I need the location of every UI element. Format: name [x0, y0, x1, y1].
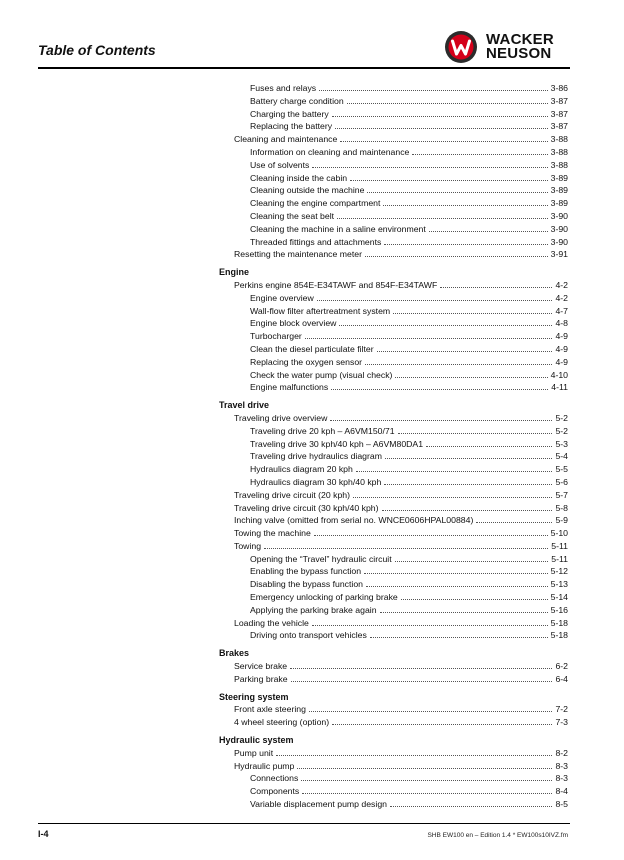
toc-entry-page: 8-3 — [555, 760, 568, 771]
dot-leader — [398, 433, 553, 434]
toc-entry[interactable] — [219, 463, 568, 476]
dot-leader — [370, 637, 548, 638]
dot-leader — [312, 167, 547, 168]
toc-entry-page: 4-2 — [555, 279, 568, 290]
toc-entry-page: 3-88 — [550, 159, 568, 170]
toc-entry-page: 3-87 — [550, 95, 568, 106]
toc-entry-title: Wall-flow filter aftertreatment system — [250, 305, 391, 316]
toc-entry-page: 3-88 — [550, 134, 568, 145]
toc-entry-title: Clean the diesel particulate filter — [250, 343, 374, 354]
document-info: SHB EW100 en – Edition 1.4 * EW100s10IVZ.fm — [427, 832, 568, 839]
toc-entry[interactable] — [219, 381, 568, 394]
toc-entry-page: 3-89 — [550, 172, 568, 183]
toc-entry-page: 4-7 — [555, 305, 568, 316]
toc-entry-page: 5-2 — [555, 412, 568, 423]
toc-entry[interactable] — [219, 565, 568, 578]
toc-entry-page: 8-5 — [555, 799, 568, 810]
toc-entry-page: 5-8 — [555, 502, 568, 513]
toc-entry[interactable] — [219, 438, 568, 451]
toc-entry-title: Perkins engine 854E-E34TAWF and 854F-E34TAWF — [234, 279, 438, 290]
toc-entry-title: Cleaning inside the cabin — [250, 172, 348, 183]
toc-entry-page: 8-3 — [555, 773, 568, 784]
dot-leader — [365, 256, 548, 257]
toc-entry[interactable] — [219, 502, 568, 515]
table-of-contents — [219, 82, 568, 811]
dot-leader — [317, 300, 553, 301]
toc-entry-page: 5-18 — [550, 617, 568, 628]
toc-entry-page: 4-9 — [555, 343, 568, 354]
dot-leader — [429, 231, 548, 232]
dot-leader — [312, 625, 548, 626]
toc-entry[interactable] — [219, 223, 568, 236]
toc-entry[interactable] — [219, 210, 568, 223]
toc-entry-title: Variable displacement pump design — [250, 799, 387, 810]
toc-entry-page: 4-9 — [555, 356, 568, 367]
toc-entry-title: Resetting the maintenance meter — [234, 249, 362, 260]
dot-leader — [347, 103, 548, 104]
toc-entry-title: Fuses and relays — [250, 83, 317, 93]
toc-entry-page: 5-6 — [555, 476, 568, 487]
dot-leader — [356, 471, 553, 472]
toc-entry[interactable] — [219, 356, 568, 369]
toc-entry-page: 4-2 — [555, 292, 568, 303]
dot-leader — [476, 522, 552, 523]
toc-entry[interactable] — [219, 617, 568, 630]
toc-entry-page: 5-2 — [555, 425, 568, 436]
toc-entry-title: Towing the machine — [234, 528, 311, 539]
dot-leader — [319, 90, 547, 91]
toc-entry-page: 3-87 — [550, 108, 568, 119]
toc-entry[interactable] — [219, 197, 568, 210]
dot-leader — [302, 793, 552, 794]
toc-entry-title: Front axle steering — [234, 704, 306, 715]
dot-leader — [385, 458, 552, 459]
toc-entry[interactable] — [219, 159, 568, 172]
toc-entry[interactable] — [219, 553, 568, 566]
dot-leader — [393, 313, 552, 314]
toc-entry-title: Traveling drive hydraulics diagram — [250, 451, 382, 462]
toc-entry-page: 8-2 — [555, 747, 568, 758]
toc-entry[interactable] — [219, 514, 568, 527]
dot-leader — [264, 548, 548, 549]
toc-entry-page: 5-18 — [550, 630, 568, 641]
toc-entry[interactable] — [219, 716, 568, 729]
dot-leader — [297, 768, 552, 769]
toc-entry[interactable] — [219, 292, 568, 305]
toc-entry[interactable] — [219, 591, 568, 604]
toc-entry[interactable] — [219, 369, 568, 382]
toc-section-heading: Brakes — [219, 648, 250, 659]
toc-entry[interactable] — [219, 450, 568, 463]
toc-entry-page: 5-14 — [550, 592, 568, 603]
toc-entry[interactable] — [219, 785, 568, 798]
dot-leader — [395, 377, 547, 378]
toc-entry[interactable] — [219, 248, 568, 261]
toc-entry-title: Traveling drive circuit (30 kph/40 kph) — [234, 502, 379, 513]
toc-entry[interactable] — [219, 489, 568, 502]
toc-entry[interactable] — [219, 305, 568, 318]
dot-leader — [290, 668, 552, 669]
dot-leader — [384, 244, 547, 245]
toc-section-heading: Travel drive — [219, 400, 270, 411]
toc-entry-title: Replacing the battery — [250, 121, 333, 132]
toc-entry-title: Emergency unlocking of parking brake — [250, 592, 398, 603]
toc-entry-title: Components — [250, 786, 300, 797]
dot-leader — [330, 420, 552, 421]
toc-entry-page: 5-12 — [550, 566, 568, 577]
dot-leader — [365, 364, 552, 365]
toc-entry-title: Opening the “Travel” hydraulic circuit — [250, 553, 392, 564]
dot-leader — [384, 484, 552, 485]
dot-leader — [337, 218, 548, 219]
dot-leader — [314, 535, 548, 536]
toc-entry[interactable] — [219, 476, 568, 489]
toc-entry-title: Cleaning the seat belt — [250, 210, 335, 221]
dot-leader — [401, 599, 548, 600]
dot-leader — [309, 711, 552, 712]
dot-leader — [440, 287, 552, 288]
toc-entry-page: 5-5 — [555, 464, 568, 475]
toc-entry-page: 5-16 — [550, 604, 568, 615]
toc-entry-page: 3-86 — [550, 83, 568, 93]
toc-entry-title: Hydraulics diagram 30 kph/40 kph — [250, 476, 382, 487]
toc-entry[interactable] — [219, 540, 568, 553]
toc-entry[interactable] — [219, 343, 568, 356]
toc-entry-page: 3-91 — [550, 249, 568, 260]
toc-entry-page: 4-8 — [555, 318, 568, 329]
dot-leader — [367, 192, 547, 193]
toc-entry-title: Traveling drive 20 kph – A6VM150/71 — [250, 425, 395, 436]
toc-entry[interactable] — [219, 184, 568, 197]
toc-entry[interactable] — [219, 108, 568, 121]
toc-entry[interactable] — [219, 82, 568, 95]
toc-entry[interactable] — [219, 660, 568, 673]
dot-leader — [412, 154, 547, 155]
toc-entry-title: Parking brake — [234, 673, 288, 684]
toc-entry-page: 5-9 — [555, 515, 568, 526]
toc-section-heading: Steering system — [219, 691, 289, 702]
toc-entry[interactable] — [219, 527, 568, 540]
page-title: Table of Contents — [38, 42, 156, 58]
toc-entry-title: Information on cleaning and maintenance — [250, 146, 410, 157]
toc-entry[interactable] — [219, 236, 568, 249]
dot-leader — [291, 681, 553, 682]
toc-entry-page: 5-3 — [555, 438, 568, 449]
dot-leader — [276, 755, 552, 756]
toc-entry-page: 4-9 — [555, 331, 568, 342]
dot-leader — [332, 724, 552, 725]
dot-leader — [380, 612, 548, 613]
toc-entry[interactable] — [219, 172, 568, 185]
toc-entry-title: Loading the vehicle — [234, 617, 309, 628]
dot-leader — [339, 325, 552, 326]
toc-entry[interactable] — [219, 95, 568, 108]
toc-entry-page: 7-3 — [555, 717, 568, 728]
dot-leader — [364, 573, 548, 574]
toc-entry-title: Engine overview — [250, 292, 314, 303]
dot-leader — [426, 446, 552, 447]
toc-entry-title: Applying the parking brake again — [250, 604, 377, 615]
toc-entry-title: Cleaning and maintenance — [234, 134, 338, 145]
brand-logo — [444, 30, 554, 64]
toc-entry-title: Connections — [250, 773, 299, 784]
dot-leader — [377, 351, 553, 352]
toc-entry-title: Charging the battery — [250, 108, 329, 119]
logo-line-1: WACKER — [486, 31, 554, 48]
dot-leader — [335, 128, 548, 129]
toc-entry-title: Driving onto transport vehicles — [250, 630, 367, 641]
page-number: I-4 — [38, 829, 49, 839]
toc-entry-page: 3-90 — [550, 236, 568, 247]
toc-entry-page: 5-4 — [555, 451, 568, 462]
footer-rule — [38, 823, 570, 824]
toc-entry-page: 5-7 — [555, 489, 568, 500]
toc-entry-page: 7-2 — [555, 704, 568, 715]
header-rule — [38, 67, 570, 69]
toc-entry-title: Inching valve (omitted from serial no. WNCE0606HPAL00884) — [234, 515, 474, 526]
toc-entry-page: 8-4 — [555, 786, 568, 797]
toc-entry-title: Replacing the oxygen sensor — [250, 356, 363, 367]
toc-entry-title: Cleaning the engine compartment — [250, 198, 381, 209]
toc-entry[interactable] — [219, 798, 568, 811]
toc-entry[interactable] — [219, 133, 568, 146]
dot-leader — [390, 806, 552, 807]
toc-entry[interactable] — [219, 760, 568, 773]
toc-entry-page: 6-4 — [555, 673, 568, 684]
toc-entry-title: Cleaning outside the machine — [250, 185, 365, 196]
toc-entry-page: 6-2 — [555, 661, 568, 672]
wacker-neuson-logo-icon — [444, 30, 478, 64]
toc-entry-title: Enabling the bypass function — [250, 566, 362, 577]
toc-entry-page: 5-13 — [550, 579, 568, 590]
toc-entry[interactable] — [219, 330, 568, 343]
toc-entry-page: 4-10 — [550, 369, 568, 380]
toc-entry[interactable] — [219, 604, 568, 617]
toc-entry-title: Battery charge condition — [250, 95, 344, 106]
dot-leader — [332, 116, 548, 117]
toc-entry[interactable] — [219, 317, 568, 330]
toc-entry-title: 4 wheel steering (option) — [234, 717, 330, 728]
toc-entry[interactable] — [219, 629, 568, 642]
toc-entry-page: 3-89 — [550, 198, 568, 209]
toc-entry-title: Engine malfunctions — [250, 382, 329, 393]
toc-entry[interactable] — [219, 120, 568, 133]
dot-leader — [331, 389, 548, 390]
toc-entry-page: 3-89 — [550, 185, 568, 196]
toc-section-heading: Hydraulic system — [219, 735, 294, 746]
toc-entry-title: Hydraulic pump — [234, 760, 295, 771]
toc-entry[interactable] — [219, 703, 568, 716]
logo-line-2: NEUSON — [486, 45, 552, 62]
toc-entry[interactable] — [219, 279, 568, 292]
toc-entry-title: Cleaning the machine in a saline environment — [250, 223, 426, 234]
toc-entry-title: Traveling drive overview — [234, 412, 328, 423]
dot-leader — [340, 141, 547, 142]
toc-entry-page: 5-11 — [551, 553, 568, 564]
toc-entry-title: Traveling drive circuit (20 kph) — [234, 489, 351, 500]
toc-entry-title: Engine block overview — [250, 318, 337, 329]
toc-entry[interactable] — [219, 772, 568, 785]
toc-entry-title: Disabling the bypass function — [250, 579, 364, 590]
toc-entry[interactable] — [219, 425, 568, 438]
toc-entry-page: 5-10 — [550, 528, 568, 539]
toc-entry-page: 5-11 — [551, 540, 568, 551]
dot-leader — [395, 561, 549, 562]
toc-entry[interactable] — [219, 673, 568, 686]
toc-entry-title: Pump unit — [234, 747, 274, 758]
toc-entry-page: 4-11 — [551, 382, 568, 393]
dot-leader — [353, 497, 552, 498]
dot-leader — [305, 338, 553, 339]
toc-entry-page: 3-87 — [550, 121, 568, 132]
toc-entry[interactable] — [219, 578, 568, 591]
dot-leader — [382, 510, 553, 511]
toc-entry-title: Threaded fittings and attachments — [250, 236, 382, 247]
toc-entry-title: Traveling drive 30 kph/40 kph – A6VM80DA1 — [250, 438, 424, 449]
toc-entry-page: 3-88 — [550, 146, 568, 157]
dot-leader — [350, 180, 548, 181]
toc-entry[interactable] — [219, 747, 568, 760]
toc-entry-title: Towing — [234, 540, 262, 551]
toc-entry-title: Check the water pump (visual check) — [250, 369, 393, 380]
toc-entry[interactable] — [219, 412, 568, 425]
toc-entry-page: 3-90 — [550, 223, 568, 234]
toc-entry-title: Service brake — [234, 661, 288, 672]
dot-leader — [366, 586, 548, 587]
toc-section-heading: Engine — [219, 267, 250, 278]
toc-entry-title: Turbocharger — [250, 331, 302, 342]
dot-leader — [301, 780, 552, 781]
dot-leader — [383, 205, 547, 206]
toc-entry[interactable] — [219, 146, 568, 159]
toc-entry-title: Use of solvents — [250, 159, 310, 170]
toc-entry-page: 3-90 — [550, 210, 568, 221]
toc-entry-title: Hydraulics diagram 20 kph — [250, 464, 353, 475]
